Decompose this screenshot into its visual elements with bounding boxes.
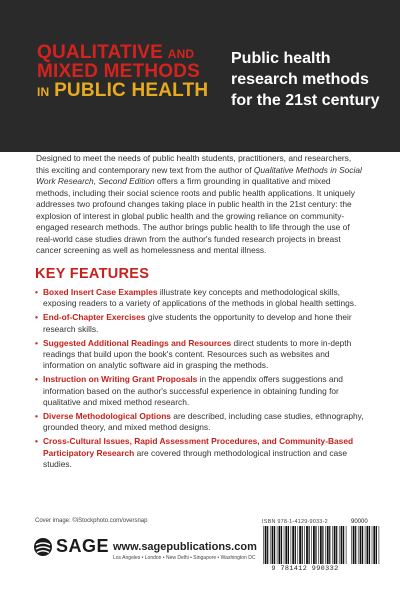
barcode-bar (355, 526, 356, 564)
bullet-icon: • (35, 337, 38, 348)
bullet-icon: • (35, 374, 38, 385)
feature-item (35, 374, 365, 408)
publisher-website[interactable]: www.sagepublications.com (113, 541, 257, 553)
barcode-bar (302, 526, 303, 564)
barcode-bar (362, 526, 363, 564)
barcode-bar (311, 526, 312, 564)
feature-highlight: Diverse Methodological Options (43, 411, 171, 422)
barcode-bar (334, 526, 336, 564)
barcode-bar (288, 526, 289, 564)
barcode-bar (322, 526, 323, 564)
barcode-bar (265, 526, 267, 564)
barcode-bar (309, 526, 310, 564)
title-line2: MIXED METHODS (37, 61, 201, 82)
feature-item (35, 411, 365, 433)
feature-highlight: End-of-Chapter Exercises (43, 312, 146, 323)
barcode-bar (369, 526, 370, 564)
barcode-bar (295, 526, 296, 564)
barcode-bar (315, 526, 316, 564)
barcode-bar (325, 526, 326, 564)
title-line1: QUALITATIVE (37, 42, 164, 63)
bullet-icon: • (35, 312, 38, 323)
barcode-bar (365, 526, 366, 564)
feature-item (35, 287, 365, 309)
barcode-bar (379, 526, 380, 564)
feature-highlight: Instruction on Writing Grant Proposals (43, 374, 198, 385)
barcode-bar (373, 526, 375, 564)
barcode-bar (320, 526, 322, 564)
barcode-bar (367, 526, 369, 564)
feature-text: give students the opportunity to develop and hone their research skills. (43, 312, 352, 334)
barcode-bar (327, 526, 329, 564)
bullet-icon: • (35, 436, 38, 447)
feature-highlight: Boxed Insert Case Examples (43, 287, 158, 297)
publisher-name: SAGE (56, 536, 110, 556)
sage-globe-icon (33, 537, 53, 557)
barcode-bar (263, 526, 264, 564)
feature-item (35, 312, 365, 334)
barcode-bar (360, 526, 362, 564)
barcode-bar (372, 526, 373, 564)
feature-text: are covered through methodological instruction and case studies. (43, 447, 348, 469)
barcode-bar (353, 526, 355, 564)
barcode-bar (292, 526, 294, 564)
cover-credit: Cover image: ©iStockphoto.com/oversnap (35, 518, 148, 524)
barcode-bar (313, 526, 315, 564)
feature-text: direct students to more in-depth readings that build upon the book's content. Resources such as websites and information on analytic software aid in grasping the methods. (43, 337, 352, 371)
sage-logo (33, 536, 109, 557)
barcode-bar (285, 526, 287, 564)
barcode-bar (281, 526, 282, 564)
feature-highlight: Suggested Additional Readings and Resources (43, 337, 232, 348)
feature-item (35, 436, 365, 470)
barcode-bar (358, 526, 359, 564)
barcode-bar (351, 526, 352, 564)
description-part2: offers a firm grounding in qualitative and mixed methods, including their social science roots and public health applications. It uniquely addresses two profound changes taking place in public health in the 21st century: the explosion of interest in global public health and the growing reliance on community-engaged research methods. The author brings public health to life through the use of real-world case studies drawn from the author's funded research projects in breast cancer screening as well as homelessness and mental illness. (36, 176, 355, 255)
barcode-bar (291, 526, 292, 564)
barcode-bar (284, 526, 285, 564)
feature-text: are described, including case studies, ethnography, grounded theory, and mixed method designs. (43, 411, 364, 433)
bullet-icon: • (35, 411, 38, 422)
price-code: 90000 (351, 519, 368, 525)
feature-text: illustrate key concepts and methodological skills, exposing readers to a variety of applications of the methods in global health settings. (43, 287, 357, 309)
barcode-bar (339, 526, 340, 564)
barcode-bar (341, 526, 343, 564)
title-line3: PUBLIC HEALTH (54, 80, 209, 101)
publisher-cities: Los Angeles • London • New Delhi • Singapore • Washington DC (113, 555, 256, 561)
isbn-digits: 9 781412 990332 (271, 565, 339, 573)
barcode-bar (346, 526, 347, 564)
barcode-bar (272, 526, 274, 564)
title-in: IN (37, 85, 50, 99)
key-features-heading: KEY FEATURES (35, 266, 150, 282)
barcode-bar (318, 526, 319, 564)
description (36, 153, 366, 257)
barcode-bar (332, 526, 333, 564)
barcode-bar (343, 526, 344, 564)
key-features-list (35, 287, 365, 473)
price-barcode (350, 526, 380, 564)
barcode-bar (376, 526, 377, 564)
isbn-barcode (262, 526, 348, 564)
description-book-title: Qualitative Methods in Social Work Research, Second Edition (36, 164, 362, 186)
bullet-icon: • (35, 287, 38, 297)
barcode-bar (299, 526, 301, 564)
barcode-bar (279, 526, 281, 564)
isbn-label: ISBN 978-1-4129-9033-2 (262, 519, 328, 525)
barcode-bar (270, 526, 271, 564)
book-title (37, 44, 212, 101)
barcode-bar (306, 526, 308, 564)
feature-text: in the appendix offers suggestions and information based on the author's successful experience in obtaining funding for qualitative and mixed method research. (43, 374, 343, 407)
description-part1: Designed to meet the needs of public health students, practitioners, and researchers, this exciting and contemporary new text from the author of (36, 153, 352, 175)
barcode-bar (298, 526, 299, 564)
title-and: AND (167, 47, 195, 61)
header-band (0, 0, 400, 152)
barcode-bar (277, 526, 278, 564)
tagline: Public health research methods for the 21st century (231, 50, 380, 109)
barcode-bar (336, 526, 337, 564)
barcode-bar (329, 526, 330, 564)
barcode-bar (274, 526, 275, 564)
feature-highlight: Cross-Cultural Issues, Rapid Assessment Procedures, and Community-Based Participatory Research (43, 436, 354, 458)
feature-item (35, 338, 365, 372)
barcode-bar (304, 526, 305, 564)
barcode-bar (267, 526, 268, 564)
